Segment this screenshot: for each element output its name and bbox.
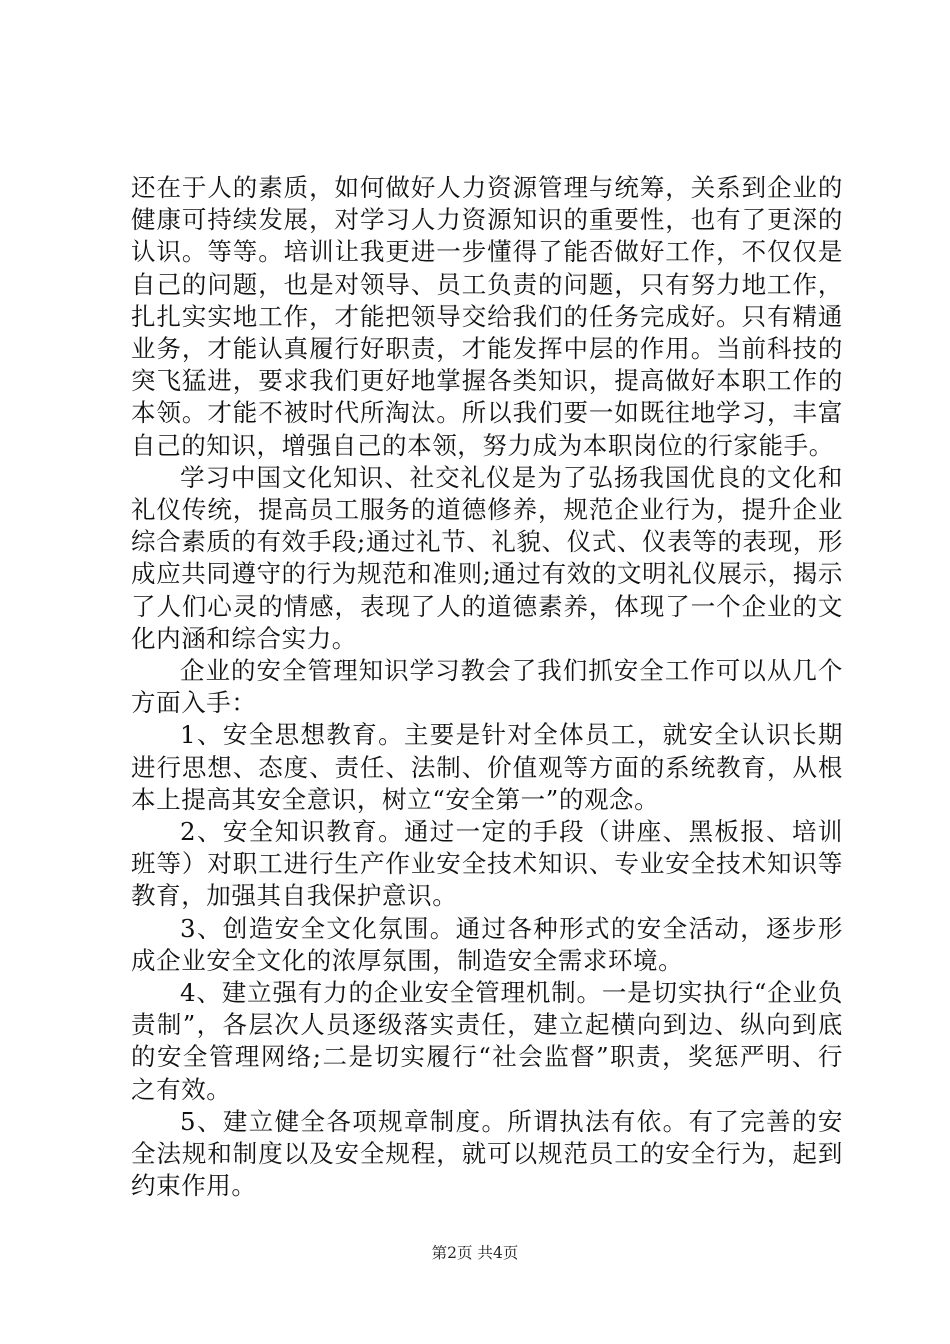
paragraph-safety-intro: 企业的安全管理知识学习教会了我们抓安全工作可以从几个方面入手： (131, 656, 843, 718)
paragraph-safety-item-4: 4、建立强有力的企业安全管理机制。一是切实执行“企业负责制”，各层次人员逐级落实责任，建立起横向到边、纵向到底的安全管理网络;二是切实履行“社会监督”职责，奖惩严明、行之有效。 (131, 978, 843, 1104)
paragraph-safety-item-5: 5、建立健全各项规章制度。所谓执法有依。有了完善的安全法规和制度以及安全规程，就可以规范员工的安全行为，起到约束作用。 (131, 1106, 843, 1201)
paragraph-safety-item-1: 1、安全思想教育。主要是针对全体员工，就安全认识长期进行思想、态度、责任、法制、价值观等方面的系统教育，从根本上提高其安全意识，树立“安全第一”的观念。 (131, 720, 843, 814)
paragraph-etiquette: 学习中国文化知识、社交礼仪是为了弘扬我国优良的文化和礼仪传统，提高员工服务的道德修养，规范企业行为，提升企业综合素质的有效手段;通过礼节、礼貌、仪式、仪表等的表现，形成应共同遵守的行为规范和准则;通过有效的文明礼仪展示，揭示了人们心灵的情感，表现了人的道德素养，体现了一个企业的文化内涵和综合实力。 (131, 462, 843, 653)
paragraph-safety-item-3: 3、创造安全文化氛围。通过各种形式的安全活动，逐步形成企业安全文化的浓厚氛围，制造安全需求环境。 (131, 913, 843, 975)
document-body (131, 172, 843, 1203)
paragraph-safety-item-2: 2、安全知识教育。通过一定的手段（讲座、黑板报、培训班等）对职工进行生产作业安全技术知识、专业安全技术知识等教育，加强其自我保护意识。 (131, 817, 843, 911)
page-number-footer: 第2页 共4页 (431, 1244, 519, 1262)
paragraph-hr-training: 还在于人的素质，如何做好人力资源管理与统筹，关系到企业的健康可持续发展，对学习人力资源知识的重要性，也有了更深的认识。等等。培训让我更进一步懂得了能否做好工作，不仅仅是自己的问题，也是对领导、员工负责的问题，只有努力地工作，扎扎实实地工作，才能把领导交给我们的任务完成好。只有精通业务，才能认真履行好职责，才能发挥中层的作用。当前科技的突飞猛进，要求我们更好地掌握各类知识，提高做好本职工作的本领。才能不被时代所淘汰。所以我们要一如既往地学习，丰富自己的知识，增强自己的本领，努力成为本职岗位的行家能手。 (131, 173, 843, 460)
